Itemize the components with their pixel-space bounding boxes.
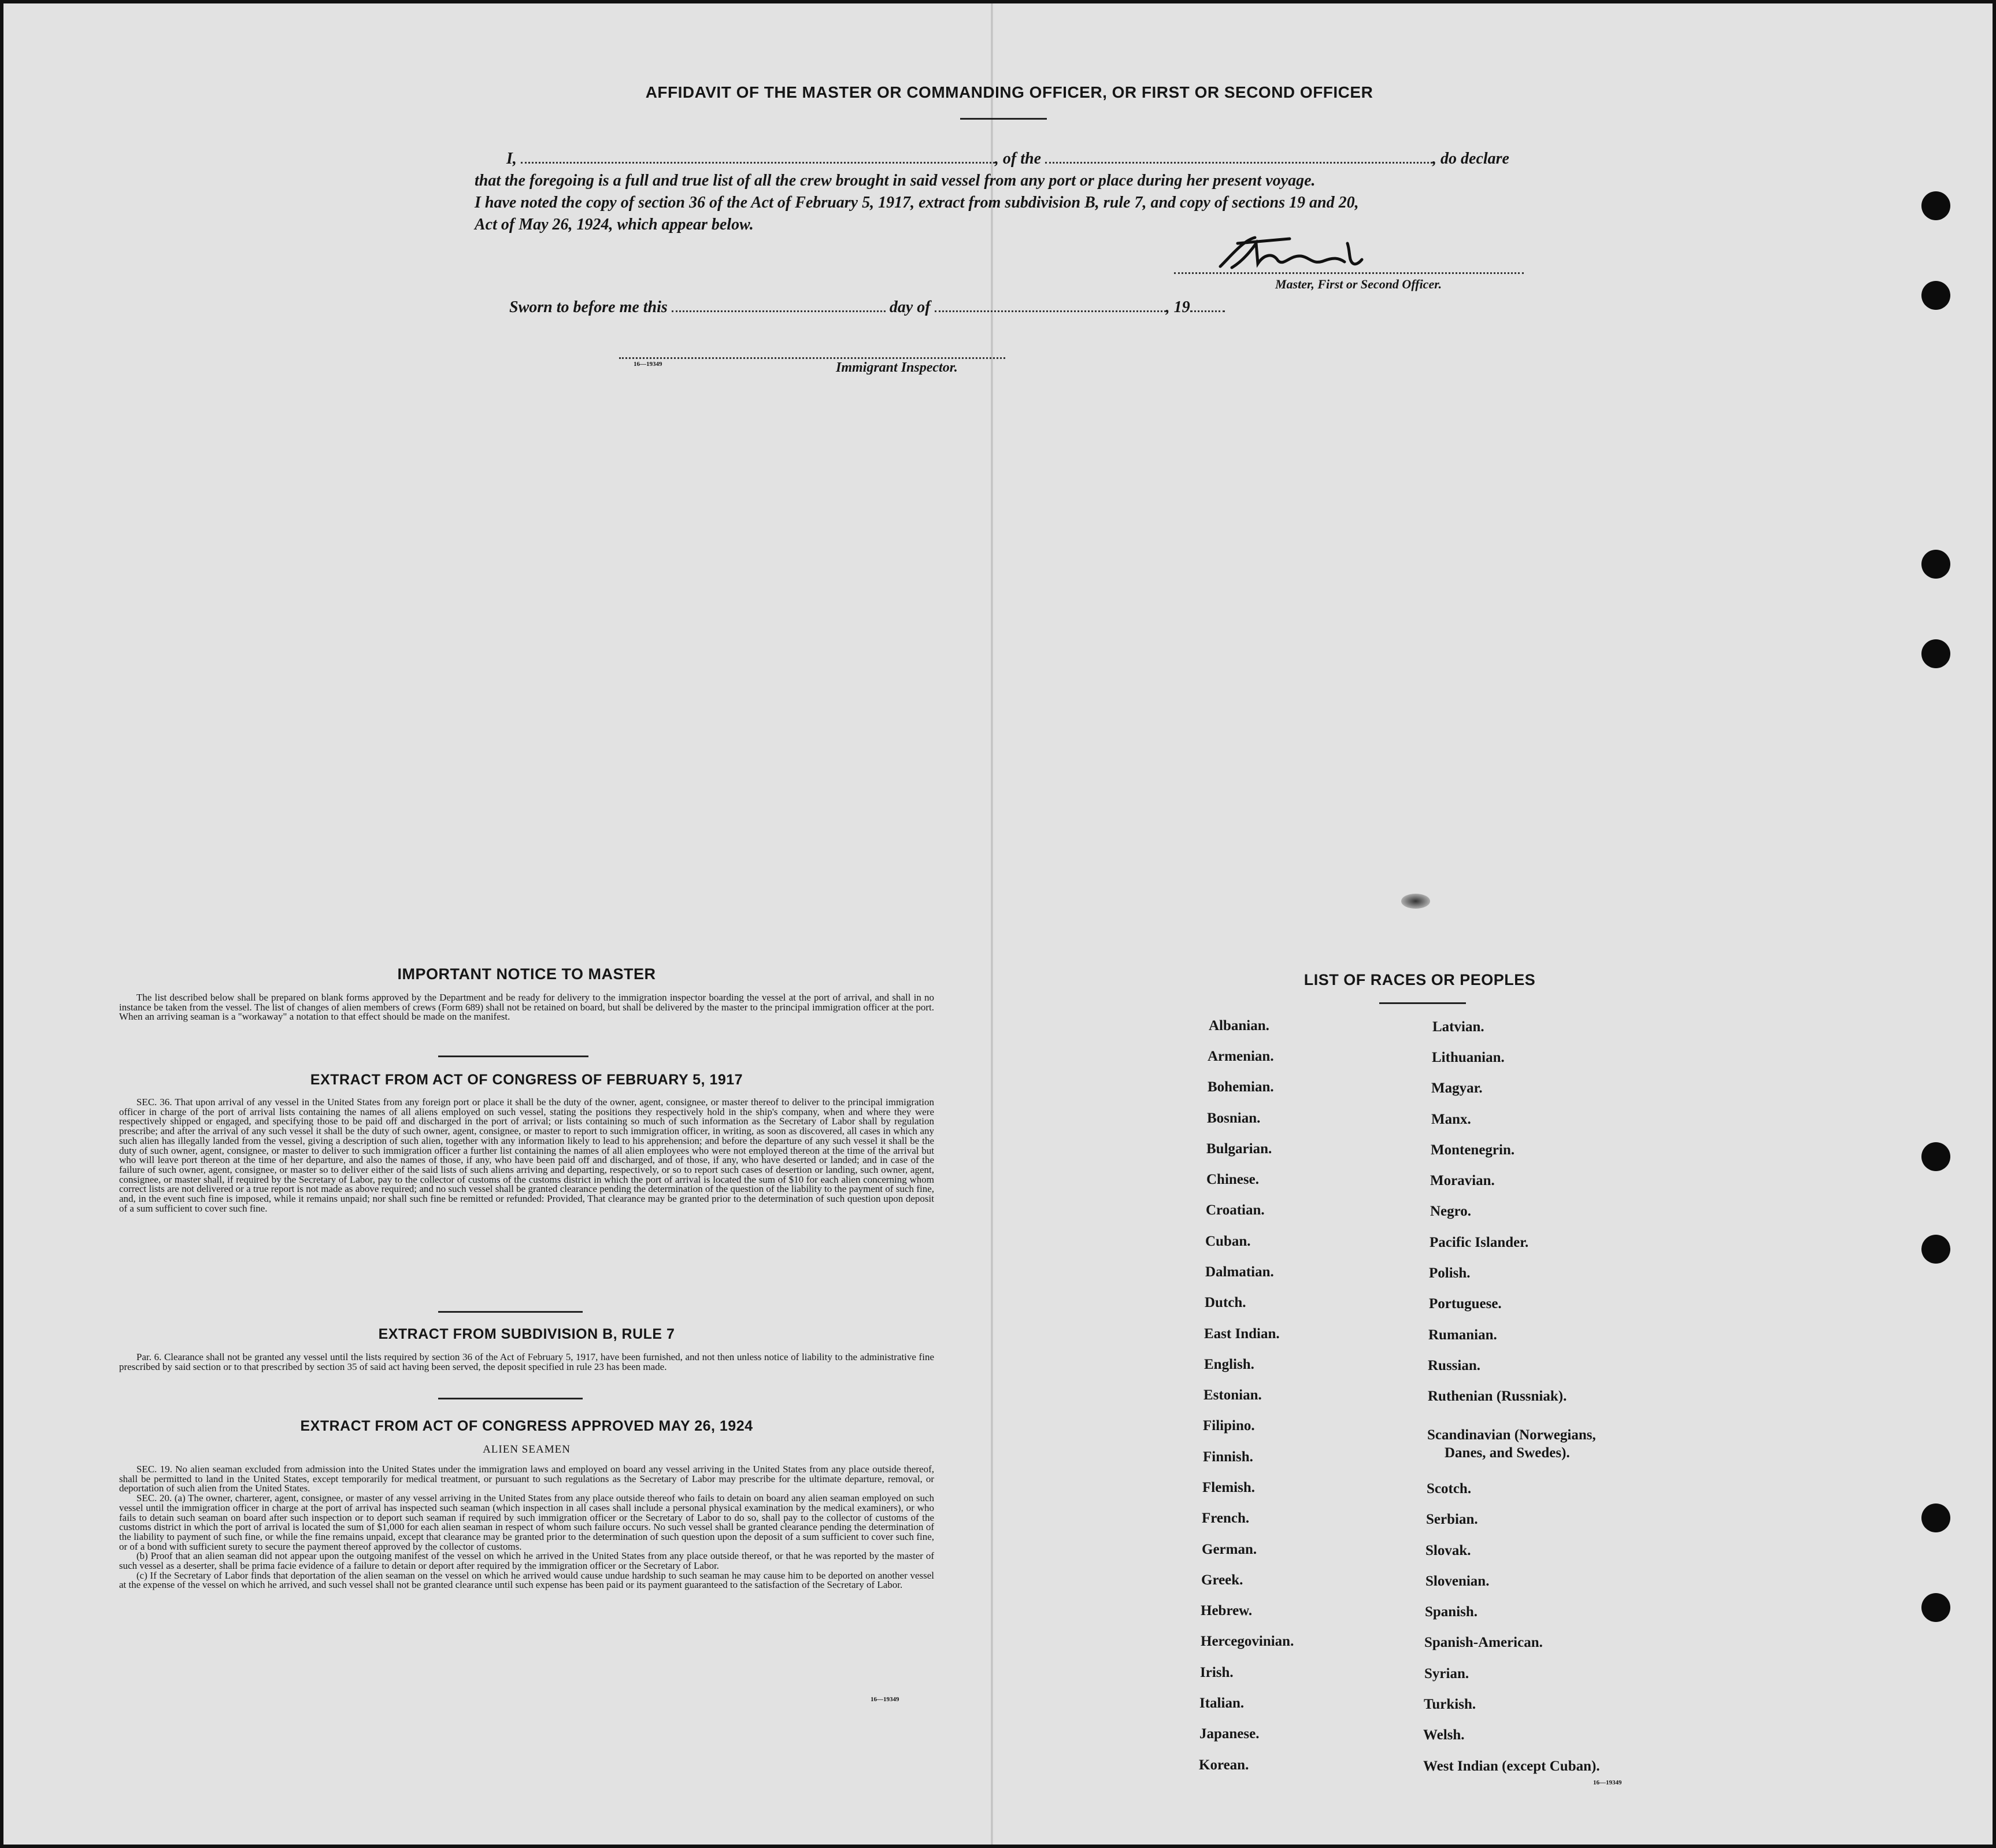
notice-text: The list described below shall be prepared on blank forms approved by the Department and be ready for delivery to the immigration inspector boarding the vessel at the port of arrival, and shall in no instance be taken from the vessel. The list of changes of alien members of crews (Form 689) shall not be retained on board, but shall be delivered by the master to the principal immigration officer at the port. When an arriving seaman is a "workaway" a notation to that effect should be made on the manifest. [119,992,934,1023]
race-item: Welsh. [1423,1727,1465,1743]
sworn-day-of: day of [889,298,931,316]
punch-hole [1921,191,1950,220]
race-item: Negro. [1430,1203,1472,1219]
sworn-prefix: Sworn to before me this [509,298,668,316]
affidavit-declare: , do declare [1432,150,1509,168]
race-item: French. [1202,1510,1250,1526]
race-item: Finnish. [1203,1449,1253,1465]
extract-rule7-text: Par. 6. Clearance shall not be granted any vessel until the lists required by section 36 of the Act of February 5, 1917, have been furnished, and not then unless notice of liability to the administrative fine prescribed by said section or to that prescribed by section 35 of said act having been served, the deposit specified in rule 23 has been made. [119,1351,934,1372]
race-item: Hercegovinian. [1201,1634,1294,1649]
affidavit-line-1 [506,150,1547,168]
race-item: Japanese. [1199,1726,1260,1742]
race-item: Albanian. [1209,1018,1269,1034]
extract-1924-body [119,1465,934,1590]
race-item: Bosnian. [1207,1110,1261,1126]
signature-line [1174,272,1524,274]
signature-caption: Master, First or Second Officer. [1275,277,1442,291]
extract-1924-subtitle: ALIEN SEAMEN [483,1443,571,1456]
section-20b-text: (b) Proof that an alien seaman did not appear upon the outgoing manifest of the vessel on which he arrived in the United States from any place outside thereof, or that he was reported by the master of such vessel as a deserter, shall be prima facie evidence of a failure to detain or deport after required by the immigration officer or the Secretary of Labor. [119,1550,934,1572]
race-item: Moravian. [1430,1173,1495,1188]
extract-rule7-body [119,1353,934,1372]
race-item: Magyar. [1431,1080,1483,1096]
punch-hole [1921,1142,1950,1171]
punch-hole [1921,550,1950,579]
affidavit-of-the: , of the [994,150,1042,168]
race-item: Polish. [1429,1265,1471,1281]
race-item: English. [1204,1357,1254,1372]
race-item: Dutch. [1205,1295,1246,1310]
ink-smudge [1401,894,1430,909]
punch-hole [1921,1235,1950,1264]
section-20c-text: (c) If the Secretary of Labor finds that deportation of the alien seaman on the vessel on which he arrived would cause undue hardship to such seaman he may cause him to be deported on another vessel at the expense of the vessel on which he arrived, and such vessel shall not be granted clearance until such expense has been paid or its payment guaranteed to the satisfaction of the Secretary of Labor. [119,1569,934,1591]
section-rule [438,1311,583,1313]
race-item: East Indian. [1204,1326,1280,1342]
section-rule [438,1056,588,1057]
extract-rule7-title: EXTRACT FROM SUBDIVISION B, RULE 7 [378,1326,675,1342]
form-code: 16—19349 [634,361,662,368]
master-signature [1209,232,1440,278]
race-item: Danes, and Swedes). [1445,1445,1570,1461]
race-item: Irish. [1200,1665,1234,1680]
race-item: Scandinavian (Norwegians, [1427,1427,1596,1443]
race-item: Cuban. [1205,1234,1251,1249]
extract-1917-body [119,1098,934,1213]
race-item: Portuguese. [1429,1296,1502,1312]
extract-1917-title: EXTRACT FROM ACT OF CONGRESS OF FEBRUARY 5, 1917 [310,1072,743,1088]
race-item: Russian. [1428,1358,1481,1373]
race-item: Armenian. [1208,1049,1274,1064]
race-item: Italian. [1199,1695,1245,1711]
punch-hole [1921,639,1950,668]
name-blank [521,162,995,164]
race-item: Bohemian. [1208,1079,1274,1095]
sworn-year: , 19 [1165,298,1190,316]
race-item: Flemish. [1202,1480,1255,1495]
race-item: Dalmatian. [1205,1264,1274,1280]
title-rule [960,118,1047,120]
race-item: Filipino. [1203,1418,1255,1434]
race-item: Serbian. [1426,1512,1478,1527]
form-code: 16—19349 [1593,1779,1622,1786]
race-item: Ruthenian (Russniak). [1428,1388,1567,1404]
sworn-month-blank [935,310,1166,312]
section-19-text: SEC. 19. No alien seaman excluded from admission into the United States under the immigration laws and employed on board any vessel arriving in the United States from any place outside thereof, shall be permitted to land in the United States, except temporarily for medical treatment, or pursuant to such regulations as the Secretary of Labor may prescribe for the ultimate departure, removal, or deportation of such alien from the United States. [119,1464,934,1494]
form-code: 16—19349 [871,1696,899,1703]
race-item: West Indian (except Cuban). [1423,1758,1600,1774]
punch-hole [1921,1593,1950,1622]
affidavit-title: AFFIDAVIT OF THE MASTER OR COMMANDING OFFICER, OR FIRST OR SECOND OFFICER [645,83,1373,101]
race-item: Rumanian. [1428,1327,1497,1343]
affidavit-line-4: Act of May 26, 1924, which appear below. [475,216,754,234]
sworn-line [509,298,1225,317]
race-item: Montenegrin. [1431,1142,1515,1158]
affidavit-line-3: I have noted the copy of section 36 of the Act of February 5, 1917, extract from subdivision B, rule 7, and copy of sections 19 and 20, [475,194,1359,212]
race-item: Pacific Islander. [1430,1235,1529,1250]
inspector-caption: Immigrant Inspector. [836,360,958,375]
extract-1917-text: SEC. 36. That upon arrival of any vessel in the United States from any foreign port or place it shall be the duty of the owner, agent, consignee, or master thereof to deliver to the principal immigration officer in charge of the port of arrival lists containing the names of all aliens employed on such vessel, stating the positions they respectively hold in the ship's company, when and where they were respectively shipped or engaged, and specifying those to be paid off and discharged in the port of arrival; or lists containing so much of such information as the Secretary of Labor shall by regulation prescribe; and after the arrival of any such vessel it shall be the duty of such owner, agent, consignee, or master to report to such immigration officer, in writing, as soon as discovered, all cases in which any such alien has illegally landed from the vessel, giving a description of such alien, together with any information likely to lead to his apprehension; and before the departure of any such vessel it shall be the duty of such owner, agent, consignee, or master to deliver to such immigration officer a further list containing the names of all alien employees who were not employed thereon at the time of the arrival but who will leave port thereon at the time of her departure, and also the names of those, if any, who have been paid off and discharged, and of those, if any, who have deserted or landed; and in case of the failure of such owner, agent, consignee, or master so to deliver either of the said lists of such aliens arriving and departing, respectively, or so to report such cases of desertion or landing, such owner, agent, consignee, or master shall, if required by the Secretary of Labor, pay to the collector of customs of the customs district in which the port of arrival is located the sum of $10 for each alien concerning whom correct lists are not delivered or a true report is not made as above required; and no such vessel shall be granted clearance pending the determination of the question of the liability to the payment of such fine, and, in the event such fine is imposed, while it remains unpaid; nor shall such fine be remitted or refunded: Provided, That clearance may be granted prior to the determination of such question upon deposit of a sum sufficient to cover such fine. [119,1097,934,1214]
race-item: Bulgarian. [1206,1141,1272,1157]
affidavit-line-2: that the foregoing is a full and true list of all the crew brought in said vessel from any port or place during her present voyage. [475,172,1316,190]
race-item: Syrian. [1424,1666,1469,1682]
race-item: Chinese. [1206,1172,1259,1187]
punch-hole [1921,281,1950,310]
extract-1924-title: EXTRACT FROM ACT OF CONGRESS APPROVED MAY 26, 1924 [300,1418,753,1434]
race-item: Estonian. [1203,1387,1262,1403]
section-rule [438,1398,583,1399]
race-item: Spanish. [1425,1604,1478,1620]
page-fold [991,3,993,1848]
notice-title: IMPORTANT NOTICE TO MASTER [397,965,656,983]
race-item: Greek. [1201,1572,1243,1588]
race-item: Korean. [1199,1757,1249,1773]
sworn-year-blank [1190,310,1225,312]
race-item: Manx. [1431,1112,1471,1127]
race-item: Lithuanian. [1432,1050,1505,1065]
race-item: Hebrew. [1201,1603,1253,1619]
race-item: Slovak. [1425,1543,1471,1558]
races-title: LIST OF RACES OR PEOPLES [1303,971,1536,988]
title-rule [1379,1002,1466,1004]
race-item: German. [1202,1542,1257,1557]
punch-hole [1921,1503,1950,1532]
race-item: Spanish-American. [1424,1635,1543,1650]
race-item: Scotch. [1427,1481,1472,1497]
notice-body [119,993,934,1022]
race-item: Slovenian. [1425,1573,1490,1589]
section-20a-text: SEC. 20. (a) The owner, charterer, agent, consignee, or master of any vessel arriving in the United States from any place outside thereof who fails to detain on board any alien seaman employed on such vessel until the immigration officer in charge at the port of arrival has inspected such seaman (which inspection in all cases shall include a personal physical examination by the medical examiners), or who fails to detain such seaman on board after such inspection or to deport such seaman if required by such immigration officer or the Secretary of Labor to do so, shall pay to the collector of customs of the customs district in which the port of arrival is located the sum of $1,000 for each alien seaman in respect of whom such failure occurs. No such vessel shall be granted clearance pending the determination of the liability to payment of such fine, or while the fine remains unpaid, except that clearance may be granted prior to the determination of such question upon the deposit of a sum sufficient to cover such fine, or of a bond with sufficient surety to secure the payment thereof approved by the collector of customs. [119,1493,934,1552]
inspector-line [619,357,1005,359]
affidavit-i: I, [506,150,517,168]
sworn-day-blank [672,310,886,312]
race-item: Latvian. [1432,1019,1484,1035]
race-item: Turkish. [1424,1697,1476,1712]
vessel-blank [1045,162,1432,164]
race-item: Croatian. [1206,1202,1265,1218]
